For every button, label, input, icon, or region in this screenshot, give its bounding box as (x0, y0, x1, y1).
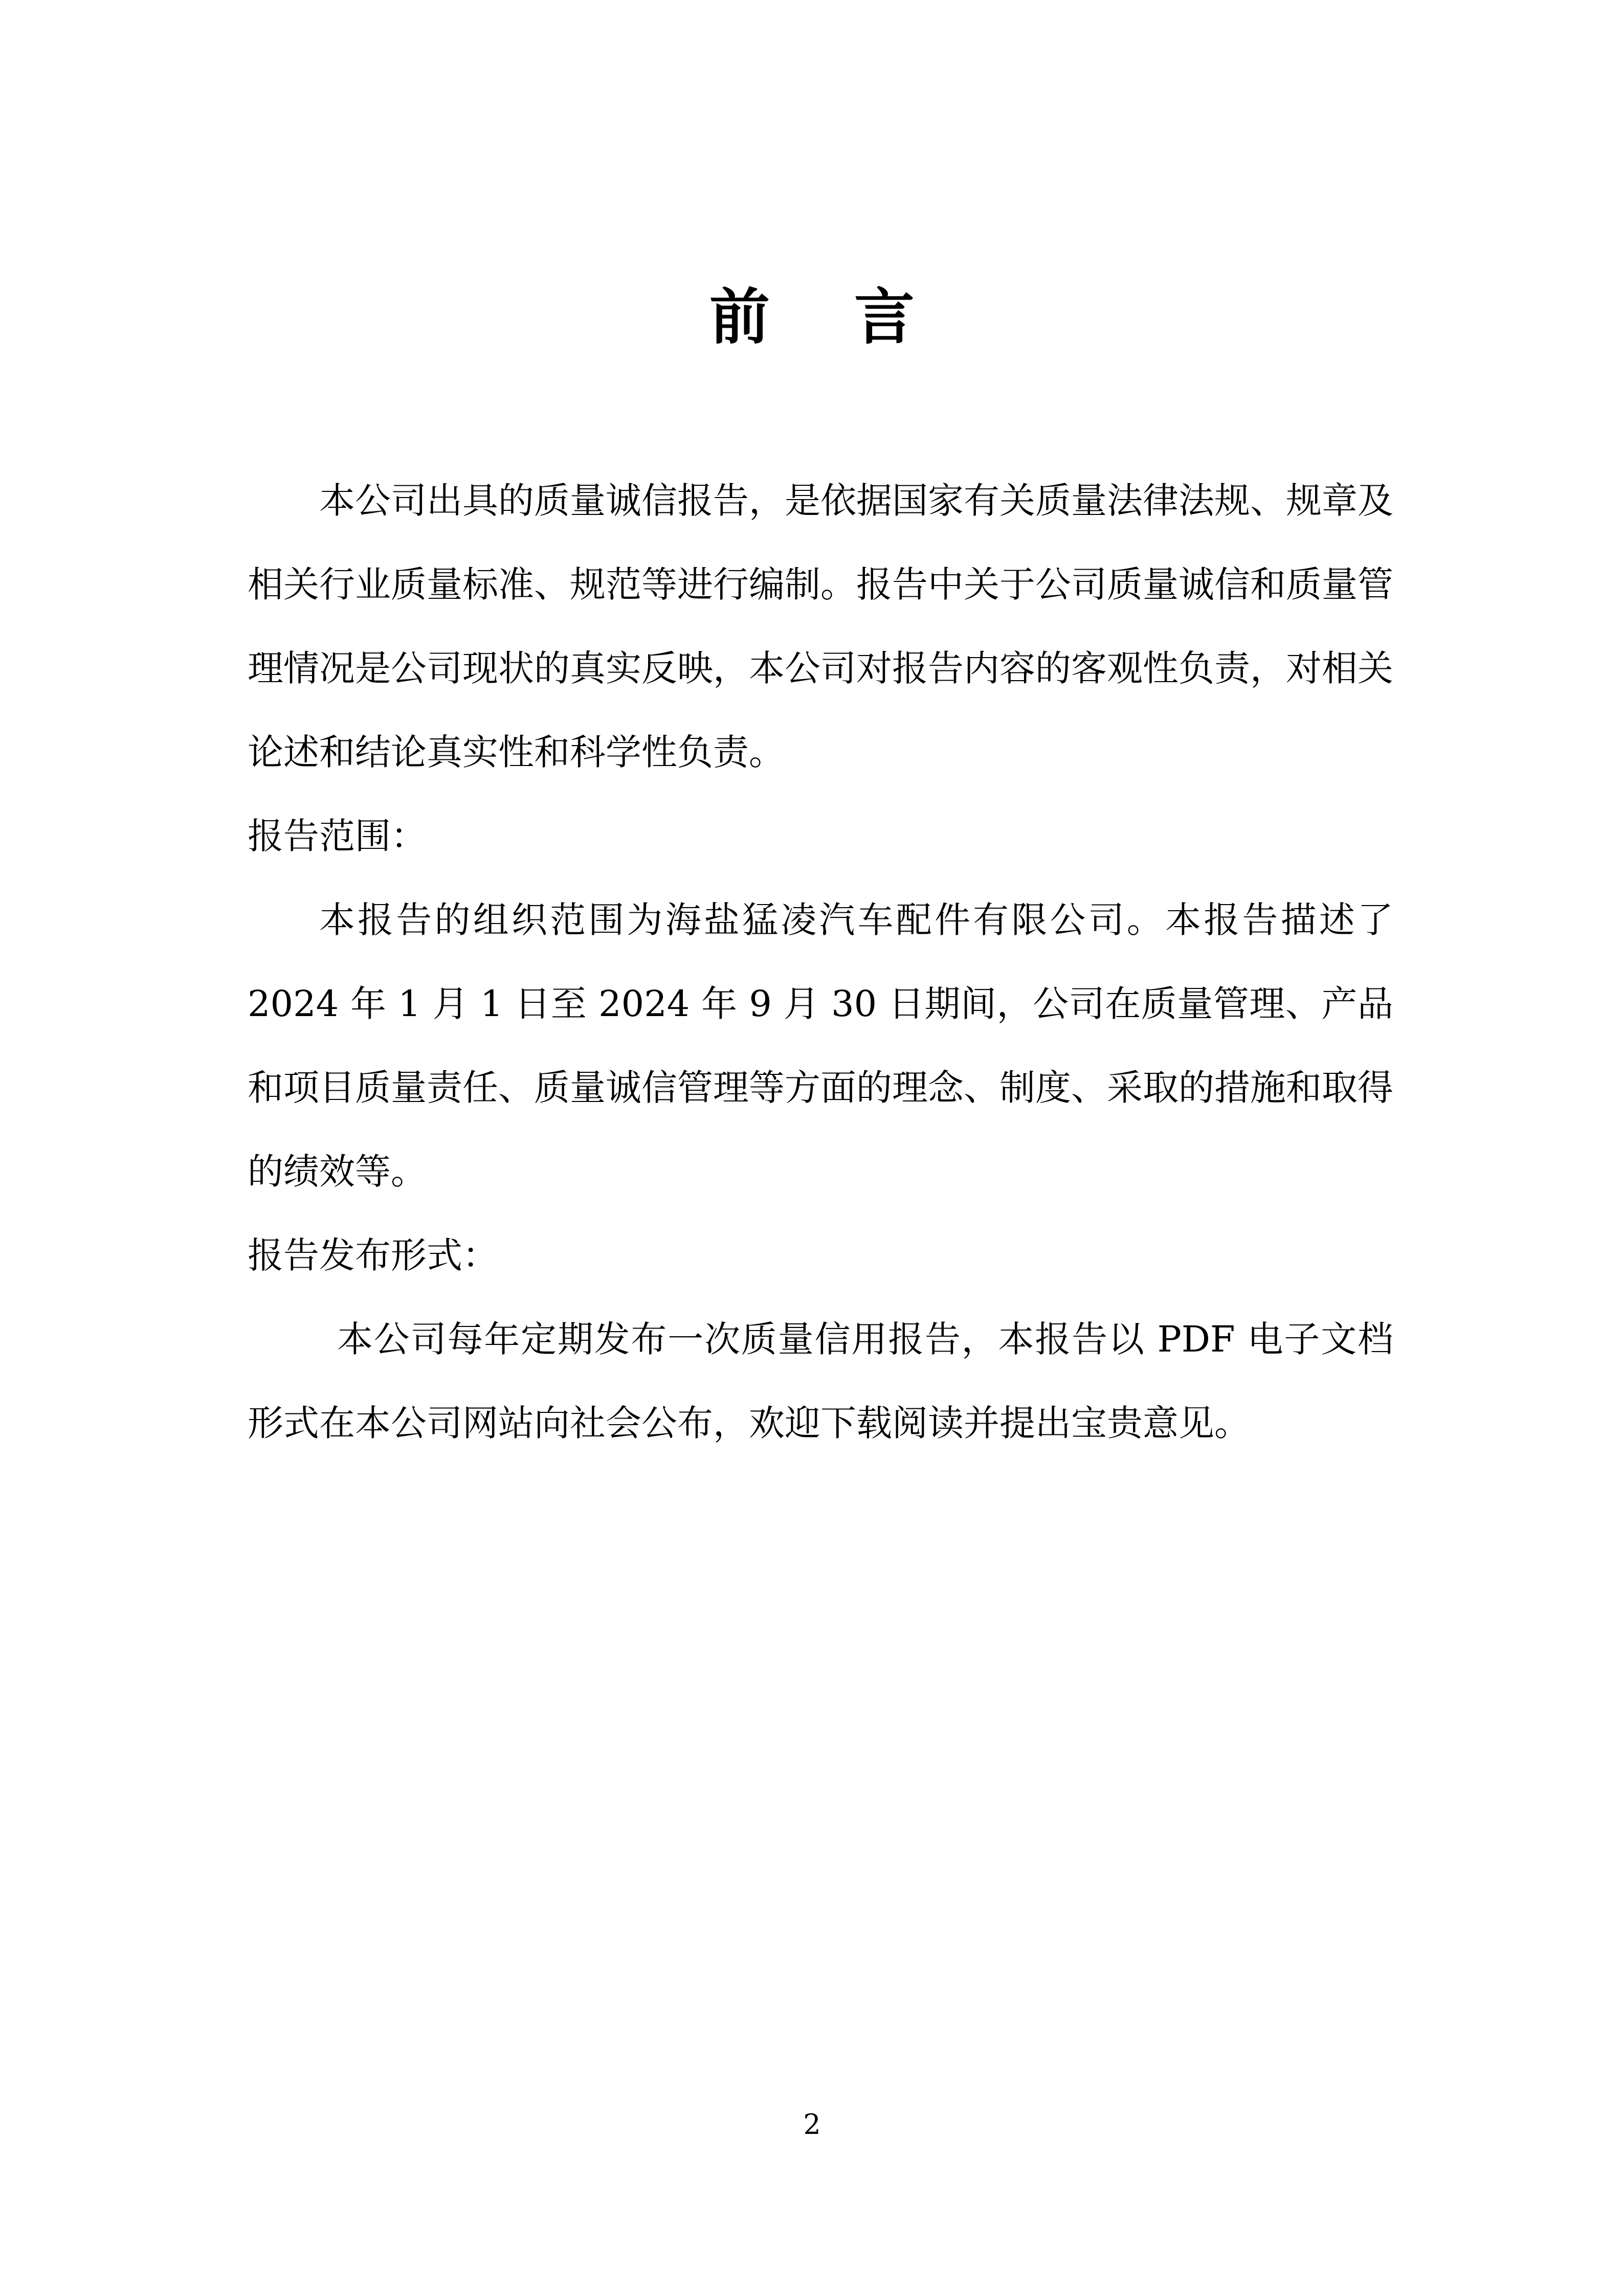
preface-paragraph: 本公司出具的质量诚信报告，是依据国家有关质量法律法规、规章及相关行业质量标准、规范等进行编制。报告中关于公司质量诚信和质量管理情况是公司现状的真实反映，本公司对报告内容的客观性负责，对相关论述和结论真实性和科学性负责。 (248, 480, 1393, 773)
page-title: 前言 (709, 282, 999, 352)
section-heading-release-format: 报告发布形式： (248, 1234, 498, 1276)
page-number: 2 (803, 2108, 821, 2141)
report-scope-paragraph: 本报告的组织范围为海盐猛凌汽车配件有限公司。本报告描述了2024 年 1 月 1 日至 2024 年 9 月 30 日期间，公司在质量管理、产品和项目质量责任、质量诚信管理等方面的理念、制度、采取的措施和取得的绩效等。 (248, 899, 1393, 1192)
document-body (248, 459, 1393, 1465)
release-format-paragraph: 本公司每年定期发布一次质量信用报告，本报告以 PDF 电子文档形式在本公司网站向社会公布，欢迎下载阅读并提出宝贵意见。 (248, 1318, 1393, 1444)
section-heading-report-scope: 报告范围： (248, 815, 427, 857)
